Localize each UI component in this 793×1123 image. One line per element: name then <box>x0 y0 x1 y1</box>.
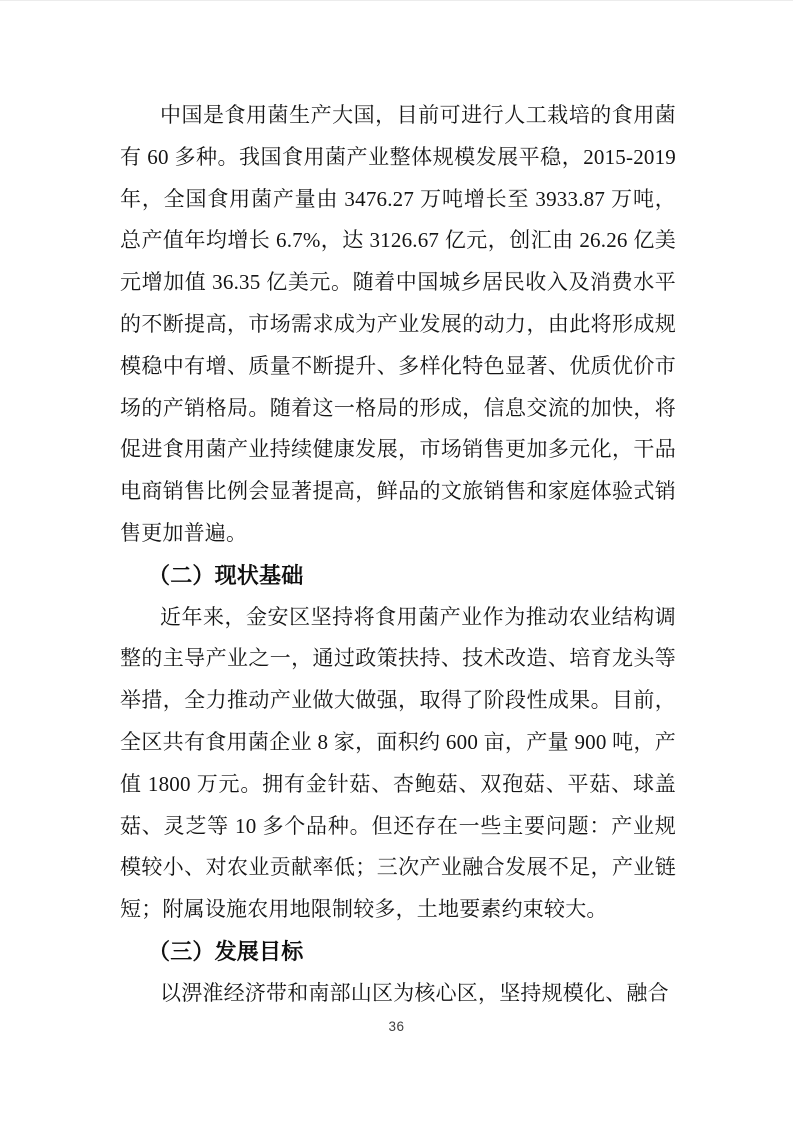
page-number: 36 <box>388 1019 405 1034</box>
paragraph-current-status: 近年来，金安区坚持将食用菌产业作为推动农业结构调整的主导产业之一，通过政策扶持、技术改造、培育龙头等举措，全力推动产业做大做强，取得了阶段性成果。目前，全区共有食用菌企业 8 家，面积约 600 亩，产量 900 吨，产值 1800 万元。拥有金针菇、杏鲍菇、双孢菇、平菇、球盖菇、灵芝等 10 多个品种。但还存在一些主要问题：产业规模较小、对农业贡献率低；三次产业融合发展不足，产业链短；附属设施农用地限制较多，土地要素约束较大。 <box>120 604 676 922</box>
section-heading-development-goals: （三）发展目标 <box>148 938 304 964</box>
section-heading-current-status: （二）现状基础 <box>148 562 304 588</box>
paragraph-development-goals: 以淠淮经济带和南部山区为核心区，坚持规模化、融合 <box>160 980 669 1005</box>
paragraph-industry-overview: 中国是食用菌生产大国，目前可进行人工栽培的食用菌有 60 多种。我国食用菌产业整体规模发展平稳，2015-2019 年，全国食用菌产量由 3476.27 万吨增长至 3933.87 万吨，总产值年均增长 6.7%，达 3126.67 亿元，创汇由 26.26 亿美元增加值 36.35 亿美元。随着中国城乡居民收入及消费水平的不断提高，市场需求成为产业发展的动力，由此将形成规模稳中有增、质量不断提升、多样化特色显著、优质优价市场的产销格局。随着这一格局的形成，信息交流的加快，将促进食用菌产业持续健康发展，市场销售更加多元化，干品电商销售比例会显著提高，鲜品的文旅销售和家庭体验式销售更加普遍。 <box>120 103 676 545</box>
document-text-body <box>120 95 676 1015</box>
